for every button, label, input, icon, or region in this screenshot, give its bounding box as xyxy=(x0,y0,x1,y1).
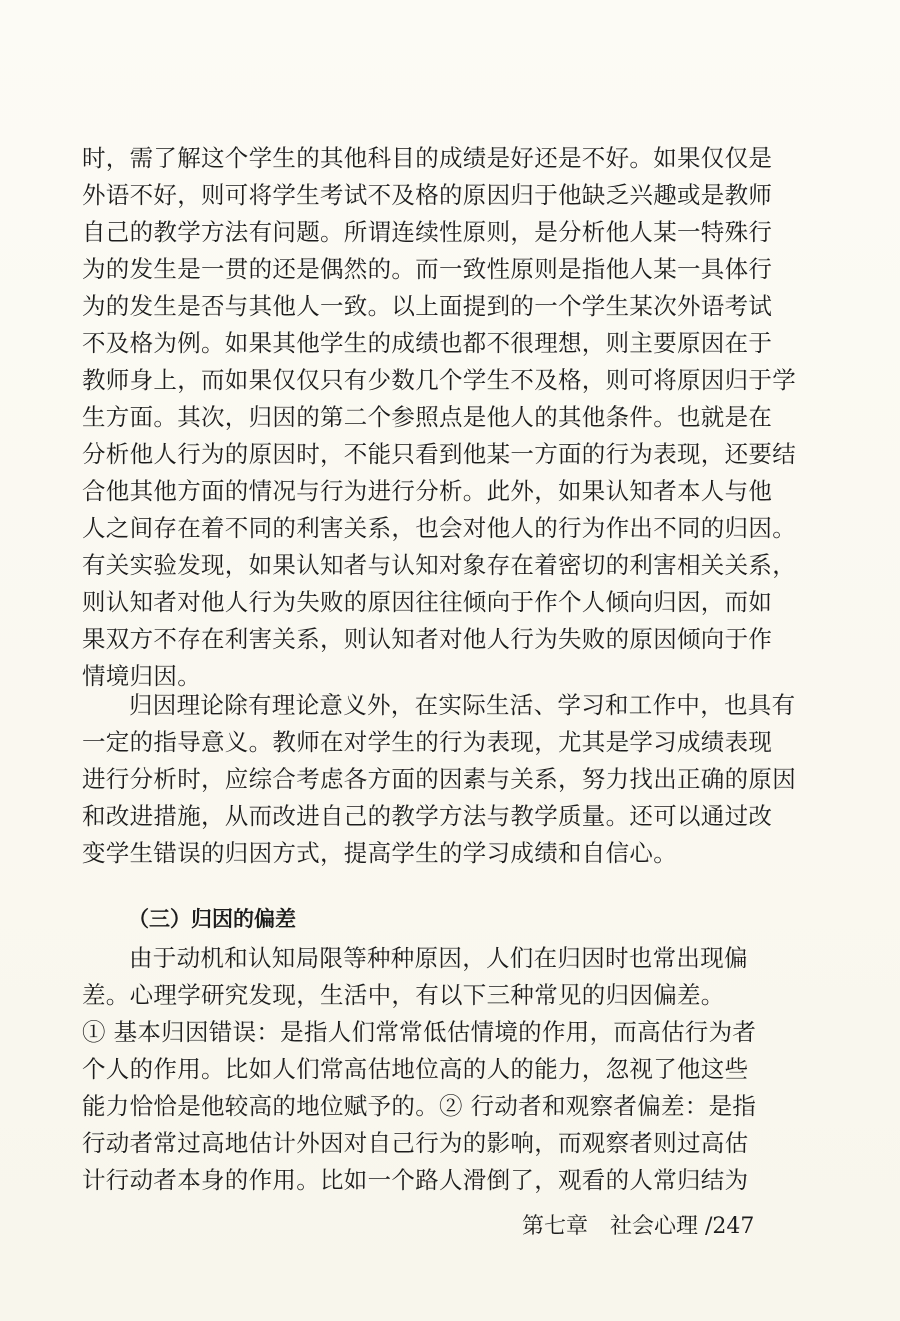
text-line: 由于动机和认知局限等种种原因，人们在归因时也常出现偏 xyxy=(129,944,748,972)
text-line: 能力恰恰是他较高的地位赋予的。② 行动者和观察者偏差：是指 xyxy=(82,1092,757,1120)
text-line: 有关实验发现，如果认知者与认知对象存在着密切的利害相关关系， xyxy=(82,551,796,579)
page-footer-running-head: 第七章 社会心理 /247 xyxy=(522,1214,755,1239)
text-line: 行动者常过高地估计外因对自己行为的影响，而观察者则过高估 xyxy=(82,1129,749,1157)
text-line: 为的发生是一贯的还是偶然的。而一致性原则是指他人某一具体行 xyxy=(82,255,773,283)
text-line: 个人的作用。比如人们常高估地位高的人的能力，忽视了他这些 xyxy=(82,1055,749,1083)
paragraph-attribution-principles xyxy=(82,140,796,695)
text-line: 变学生错误的归因方式，提高学生的学习成绩和自信心。 xyxy=(82,839,677,867)
paragraph-attribution-significance xyxy=(82,687,796,872)
text-line: 教师身上，而如果仅仅只有少数几个学生不及格，则可将原因归于学 xyxy=(82,366,796,394)
text-line: 进行分析时，应综合考虑各方面的因素与关系，努力找出正确的原因 xyxy=(82,765,796,793)
text-line: 和改进措施，从而改进自己的教学方法与教学质量。还可以通过改 xyxy=(82,802,773,830)
text-line: 情境归因。 xyxy=(82,662,201,690)
text-line: 合他其他方面的情况与行为进行分析。此外，如果认知者本人与他 xyxy=(82,477,773,505)
text-line: 时，需了解这个学生的其他科目的成绩是好还是不好。如果仅仅是 xyxy=(82,144,773,172)
text-line: 一定的指导意义。教师在对学生的行为表现，尤其是学习成绩表现 xyxy=(82,728,773,756)
text-line: 为的发生是否与其他人一致。以上面提到的一个学生某次外语考试 xyxy=(82,292,773,320)
text-line: ① 基本归因错误：是指人们常常低估情境的作用，而高估行为者 xyxy=(82,1018,757,1046)
text-line: 则认知者对他人行为失败的原因往往倾向于作个人倾向归因，而如 xyxy=(82,588,773,616)
text-line: 自己的教学方法有问题。所谓连续性原则，是分析他人某一特殊行 xyxy=(82,218,773,246)
paragraph-attribution-bias xyxy=(82,940,762,1199)
text-line: 计行动者本身的作用。比如一个路人滑倒了，观看的人常归结为 xyxy=(82,1166,749,1194)
text-line: 分析他人行为的原因时，不能只看到他某一方面的行为表现，还要结 xyxy=(82,440,796,468)
text-line: 外语不好，则可将学生考试不及格的原因归于他缺乏兴趣或是教师 xyxy=(82,181,773,209)
text-line: 人之间存在着不同的利害关系，也会对他人的行为作出不同的归因。 xyxy=(82,514,796,542)
text-line: 不及格为例。如果其他学生的成绩也都不很理想，则主要原因在于 xyxy=(82,329,773,357)
text-line: 归因理论除有理论意义外，在实际生活、学习和工作中，也具有 xyxy=(129,691,796,719)
text-line: 差。心理学研究发现，生活中，有以下三种常见的归因偏差。 xyxy=(82,981,725,1009)
section-heading: （三）归因的偏差 xyxy=(128,907,296,931)
text-line: 果双方不存在利害关系，则认知者对他人行为失败的原因倾向于作 xyxy=(82,625,773,653)
text-line: 生方面。其次，归因的第二个参照点是他人的其他条件。也就是在 xyxy=(82,403,773,431)
